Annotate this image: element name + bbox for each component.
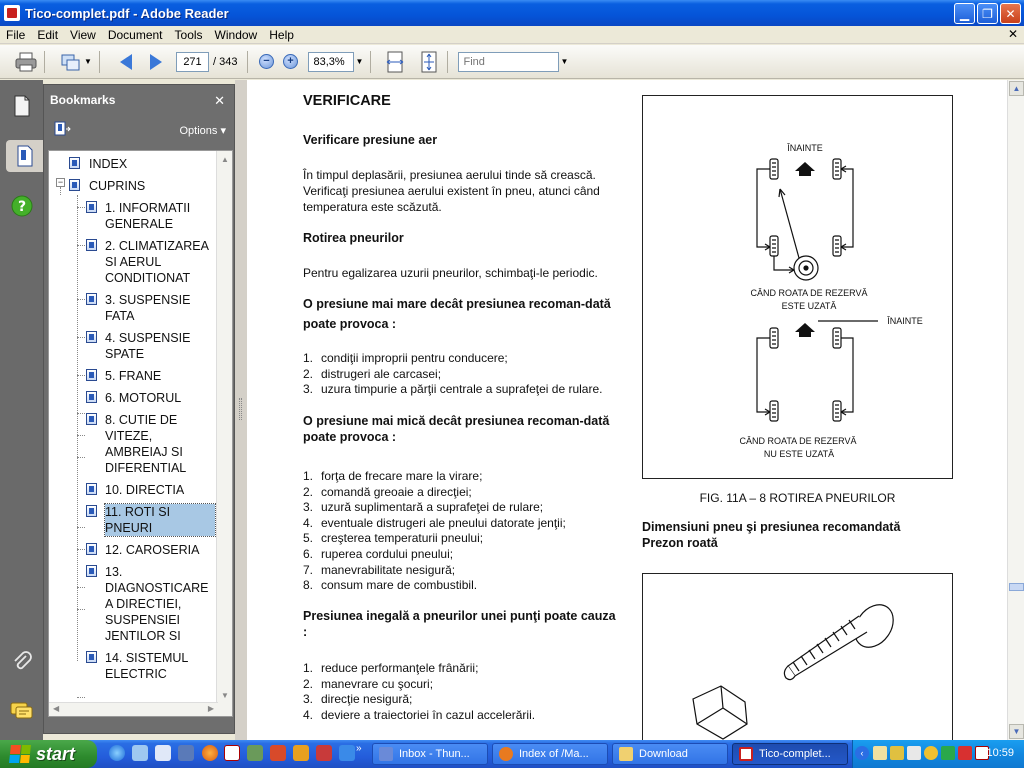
firefox-icon (499, 747, 513, 761)
list-item: 4. eventuale distrugeri ale pneului datorate jenţii; (303, 515, 566, 530)
bookmark-icon (86, 331, 97, 343)
figure-wheel-stud (642, 573, 953, 740)
menu-bar (0, 26, 1024, 44)
bookmark-icon (86, 565, 97, 577)
maximize-button[interactable]: ❐ (977, 3, 998, 24)
bookmark-icon (86, 505, 97, 517)
app-shortcut-icon[interactable] (247, 745, 263, 761)
subheading-tire-dimensions: Dimensiuni pneu şi presiunea recomandată (642, 520, 901, 534)
mail-icon[interactable] (873, 746, 887, 760)
panel-splitter[interactable] (235, 80, 247, 740)
organizer-icon[interactable] (59, 50, 83, 74)
thunderbird-icon (379, 747, 393, 761)
bookmark-icon (86, 201, 97, 213)
bookmark-icon (69, 179, 80, 191)
adobe-reader-icon (739, 747, 753, 761)
svg-text:?: ? (17, 199, 27, 215)
tray-expand-icon[interactable]: ‹ (855, 746, 869, 760)
figure-label-forward: ÎNAINTE (887, 316, 923, 326)
bookmark-icon (86, 483, 97, 495)
bookmarks-vertical-scrollbar[interactable]: ▲ ▼ (216, 151, 232, 717)
network-icon[interactable] (155, 745, 171, 761)
bookmarks-tree: − INDEX CUPRINS 1. INFORMATII GENERALE 2. CLIMATIZAREA SI AERUL CONDITIONAT 3. SUSPENSIE FATA 4. SUSPENSIE SPATE 5. FRANE 6. MOTORUL 8. CUTIE DE VITEZE, AMBREIAJ SI DIFERENTIAL 10. DIRECTIA 11. ROTI SI PNEURI 12. CAROSERIA 13. DIAGNOSTICARE A DIRECTIEI, SUSPENSIEI JENTILOR SI 14. SISTEMUL ELECTRIC ▲ ▼ ◀ ▶ (48, 150, 233, 717)
bookmarks-horizontal-scrollbar[interactable]: ◀ ▶ (49, 702, 218, 716)
menu-view[interactable]: View (70, 27, 96, 42)
comments-icon[interactable] (6, 695, 38, 727)
figure-label-spare-worn: ESTE UZATĂ (781, 301, 837, 311)
help-icon[interactable] (6, 190, 38, 222)
list-item: 7. manevrabilitate nesigură; (303, 562, 456, 577)
app-shortcut-icon[interactable] (224, 745, 240, 761)
figure-label-spare-not-worn: NU ESTE UZATĂ (763, 449, 835, 459)
subheading-tire-rotation: Rotirea pneurilor (303, 231, 404, 245)
system-tray (852, 740, 1024, 768)
document-vertical-scrollbar[interactable] (1007, 80, 1024, 740)
app-shortcut-icon[interactable] (316, 745, 332, 761)
app-shortcut-icon[interactable] (270, 745, 286, 761)
figure-tire-rotation (642, 95, 953, 479)
bookmark-icon (86, 293, 97, 305)
attachments-icon[interactable] (6, 645, 38, 677)
bookmark-icon (69, 157, 80, 169)
title-bar (0, 0, 1024, 26)
subheading-uneven-pressure: Presiunea inegală a pneurilor unei punţi poate cauza : (303, 609, 616, 639)
clock: 10:59 (986, 747, 1014, 759)
folder-icon (619, 747, 633, 761)
menu-file[interactable]: File (6, 27, 26, 42)
list-item: 1. forţa de frecare mare la virare; (303, 469, 483, 483)
bookmark-icon (86, 391, 97, 403)
zoom-input[interactable] (308, 52, 354, 72)
subheading-air-pressure: Verificare presiune aer (303, 133, 438, 147)
list-item: 2. distrugeri ale carcasei; (303, 366, 442, 381)
show-desktop-icon[interactable] (132, 745, 148, 761)
figure-label-forward: ÎNAINTE (787, 143, 823, 153)
app-shortcut-icon[interactable] (339, 745, 355, 761)
list-item: 3. uzură suplimentară a suprafeţei de rulare; (303, 500, 544, 515)
task-adobe-reader[interactable]: Tico-complet... (732, 743, 848, 765)
menu-window[interactable]: Window (214, 27, 258, 42)
list-item: 8. consum mare de combustibil. (303, 578, 478, 593)
find-input[interactable] (458, 52, 559, 72)
paragraph-air-pressure: În timpul deplasării, presiunea aerului tinde să crească. Verificaţi presiunea aerului existent în pneu, atunci când temperatura este scăzută. (303, 168, 600, 214)
bookmark-icon (86, 413, 97, 425)
page-total: / 343 (213, 55, 238, 68)
bookmark-icon (86, 651, 97, 663)
list-item: 3. direcţie nesigură; (303, 692, 413, 707)
bookmarks-icon[interactable] (6, 140, 43, 172)
list-item: 1. reduce performanţele frânării; (303, 661, 479, 675)
menu-document[interactable]: Document (107, 27, 163, 42)
zoom-out-icon[interactable]: − (254, 50, 278, 74)
task-download-folder[interactable]: Download (612, 743, 728, 765)
list-item: 6. ruperea cordului pneului; (303, 546, 454, 561)
bookmarks-header (44, 85, 234, 115)
menu-edit[interactable]: Edit (37, 27, 59, 42)
monitor-icon[interactable] (941, 746, 955, 760)
zoom-in-icon[interactable]: + (278, 50, 302, 74)
bookmark-icon (86, 543, 97, 555)
toolbar (0, 45, 1024, 79)
minimize-button[interactable]: ▁ (954, 3, 975, 24)
document-close-icon[interactable]: ✕ (1007, 27, 1018, 41)
messenger-icon[interactable] (924, 746, 938, 760)
volume-icon[interactable] (907, 746, 921, 760)
figure-label-spare-worn: CÂND ROATA DE REZERVĂ (750, 288, 868, 298)
next-page-icon[interactable] (144, 50, 168, 74)
fit-width-icon[interactable] (383, 50, 407, 74)
media-player-icon[interactable] (178, 745, 194, 761)
bookmark-icon (86, 369, 97, 381)
list-item: 2. comandă greoaie a direcţiei; (303, 484, 472, 499)
app-shortcut-icon[interactable] (293, 745, 309, 761)
window-title: Tico-complet.pdf - Adobe Reader (25, 5, 229, 21)
bookmark-action-icon[interactable] (54, 121, 72, 137)
figure-caption: FIG. 11A – 8 ROTIREA PNEURILOR (699, 491, 896, 505)
task-thunderbird[interactable]: Inbox - Thun... (372, 743, 488, 765)
quicklaunch-expand-icon[interactable]: » (356, 743, 362, 754)
antivirus-icon[interactable] (958, 746, 972, 760)
start-label: start (36, 743, 76, 764)
bookmarks-options-bar (44, 115, 234, 145)
page-number-input[interactable] (176, 52, 209, 72)
scroll-down-icon[interactable]: ▼ (1009, 724, 1024, 739)
close-panel-icon[interactable]: ✕ (214, 93, 225, 108)
menu-help[interactable]: Help (269, 27, 294, 42)
navigation-pane-strip (0, 80, 43, 740)
adobe-reader-icon (4, 5, 20, 21)
organizer-dropdown-icon[interactable]: ▼ (84, 57, 92, 66)
task-firefox[interactable]: Index of /Ma... (492, 743, 608, 765)
section-heading: VERIFICARE (303, 93, 391, 109)
list-item: 5. creşterea temperaturii pneului; (303, 531, 484, 546)
previous-page-icon[interactable] (114, 50, 138, 74)
list-item: 1. condiţii improprii pentru conducere; (303, 351, 508, 365)
windows-flag-icon (9, 745, 31, 763)
list-uneven-pressure (303, 661, 621, 723)
print-icon[interactable] (14, 50, 38, 74)
zoom-dropdown-icon[interactable]: ▼ (355, 57, 364, 66)
subheading-lower-pressure: O presiune mai mică decât presiunea recoman-dată poate provoca : (303, 414, 610, 444)
pages-icon[interactable] (6, 90, 38, 122)
list-higher-pressure (303, 351, 621, 398)
bookmark-icon (86, 239, 97, 251)
scroll-up-icon[interactable]: ▲ (1009, 81, 1024, 96)
list-item: 2. manevrare cu şocuri; (303, 676, 434, 691)
security-shield-icon[interactable] (890, 746, 904, 760)
find-dropdown-icon[interactable]: ▼ (560, 57, 569, 66)
list-item: 4. deviere a traiectoriei în cazul accelerării. (303, 707, 536, 722)
figure-label-spare-not-worn: CÂND ROATA DE REZERVĂ (739, 436, 857, 446)
subheading-higher-pressure: O presiune mai mare decât presiunea recoman-dată poate provoca : (303, 297, 611, 331)
subheading-wheel-stud: Prezon roată (642, 536, 718, 550)
list-lower-pressure (303, 469, 621, 594)
menu-tools[interactable]: Tools (174, 27, 203, 42)
paragraph-tire-rotation: Pentru egalizarea uzurii pneurilor, schimbaţi-le periodic. (303, 266, 598, 280)
close-button[interactable]: ✕ (1000, 3, 1021, 24)
bookmarks-title: Bookmarks (50, 93, 116, 107)
firefox-icon[interactable] (202, 745, 218, 761)
taskbar (0, 740, 1024, 768)
bookmarks-panel (43, 84, 235, 734)
scroll-thumb[interactable] (1009, 583, 1024, 591)
internet-explorer-icon[interactable] (109, 745, 125, 761)
document-page[interactable] (247, 80, 1007, 740)
list-item: 3. uzura timpurie a părţii centrale a suprafeţei de rulare. (303, 382, 603, 397)
collapse-cuprins-icon[interactable]: − (57, 177, 64, 187)
fit-page-icon[interactable] (417, 50, 441, 74)
options-menu[interactable]: Options ▾ (179, 125, 226, 137)
start-button[interactable] (0, 740, 97, 768)
